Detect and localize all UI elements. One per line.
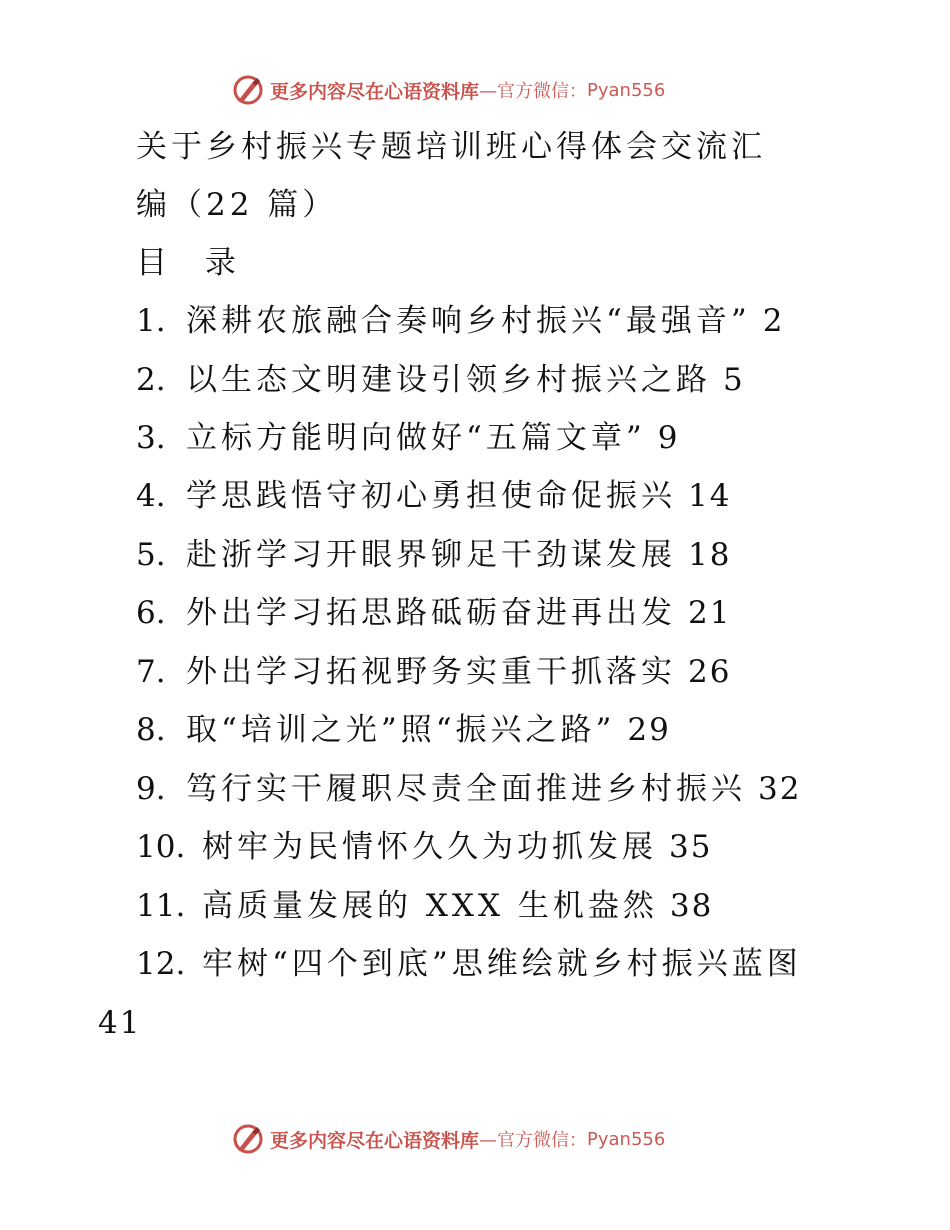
toc-item-number: 1. [136,303,166,339]
toc-item-title: 深耕农旅融合奏响乡村振兴“最强音” [186,303,751,339]
toc-item-number: 8. [136,712,166,748]
toc-item-title: 高质量发展的 XXX 生机盎然 [202,888,658,924]
toc-item[interactable] [136,476,731,516]
toc-item-page: 29 [627,712,671,748]
toc-item-title: 赴浙学习开眼界铆足干劲谋发展 [186,537,676,573]
toc-item[interactable] [136,886,713,926]
toc-item-number: 2. [136,362,166,398]
document-title-line1: 关于乡村振兴专题培训班心得体会交流汇 [136,129,766,165]
toc-item[interactable] [136,360,745,400]
toc-item-number: 11. [136,888,186,924]
pen-logo-icon [232,1123,264,1155]
document-title-line2: 编（22 篇） [136,187,338,223]
toc-item-title: 取“培训之光”照“振兴之路” [186,712,616,748]
toc-item-number: 5. [136,537,166,573]
toc-item[interactable] [136,827,712,867]
toc-item-number: 10. [136,829,186,865]
toc-item-page: 14 [688,478,732,514]
toc-item-title: 立标方能明向做好“五篇文章” [186,420,646,456]
toc-item-title: 以生态文明建设引领乡村振兴之路 [186,362,711,398]
toc-item-number: 9. [136,771,166,807]
toc-item-page: 26 [688,654,732,690]
toc-item-page: 2 [762,303,785,339]
toc-item-number: 12. [136,946,186,982]
toc-item-number: 6. [136,595,166,631]
toc-heading: 目 录 [136,245,250,281]
header-watermark [232,73,752,107]
toc-item-page: 18 [688,537,732,573]
toc-item-page: 9 [657,420,680,456]
watermark-account: Pyan556 [587,1128,666,1150]
toc-item-title: 树牢为民情怀久久为功抓发展 [202,829,657,865]
watermark-brand: 更多内容尽在心语资料库 [270,80,480,103]
toc-item[interactable] [136,652,731,692]
toc-item[interactable] [136,593,731,633]
toc-item-page: 38 [669,888,714,924]
toc-item-title: 笃行实干履职尽责全面推进乡村振兴 [186,771,746,807]
toc-item-page: 32 [758,771,802,807]
toc-item-title: 牢树“四个到底”思维绘就乡村振兴蓝图 [202,946,802,982]
toc-item-number: 4. [136,478,166,514]
toc-item-page: 21 [688,595,732,631]
footer-watermark [232,1122,752,1156]
toc-item[interactable] [136,418,679,458]
toc-item-page: 35 [669,829,713,865]
toc-item-title: 学思践悟守初心勇担使命促振兴 [186,478,676,514]
toc-item[interactable] [136,944,802,984]
watermark-account: Pyan556 [587,79,666,101]
toc-item[interactable] [136,769,801,809]
toc-item-page: 5 [723,362,745,398]
toc-item-title: 外出学习拓思路砥砺奋进再出发 [186,595,676,631]
watermark-brand: 更多内容尽在心语资料库 [270,1129,480,1152]
toc-item-page-wrapped: 41 [98,1005,142,1041]
toc-item-title: 外出学习拓视野务实重干抓落实 [186,654,676,690]
watermark-official: —官方微信： [479,81,588,102]
toc-item[interactable] [136,535,731,575]
toc-item[interactable] [136,301,784,341]
watermark-official: —官方微信： [479,1130,588,1151]
pen-logo-icon [232,74,264,106]
toc-item-number: 3. [136,420,166,456]
toc-item-number: 7. [136,654,166,690]
toc-item[interactable] [136,710,671,750]
